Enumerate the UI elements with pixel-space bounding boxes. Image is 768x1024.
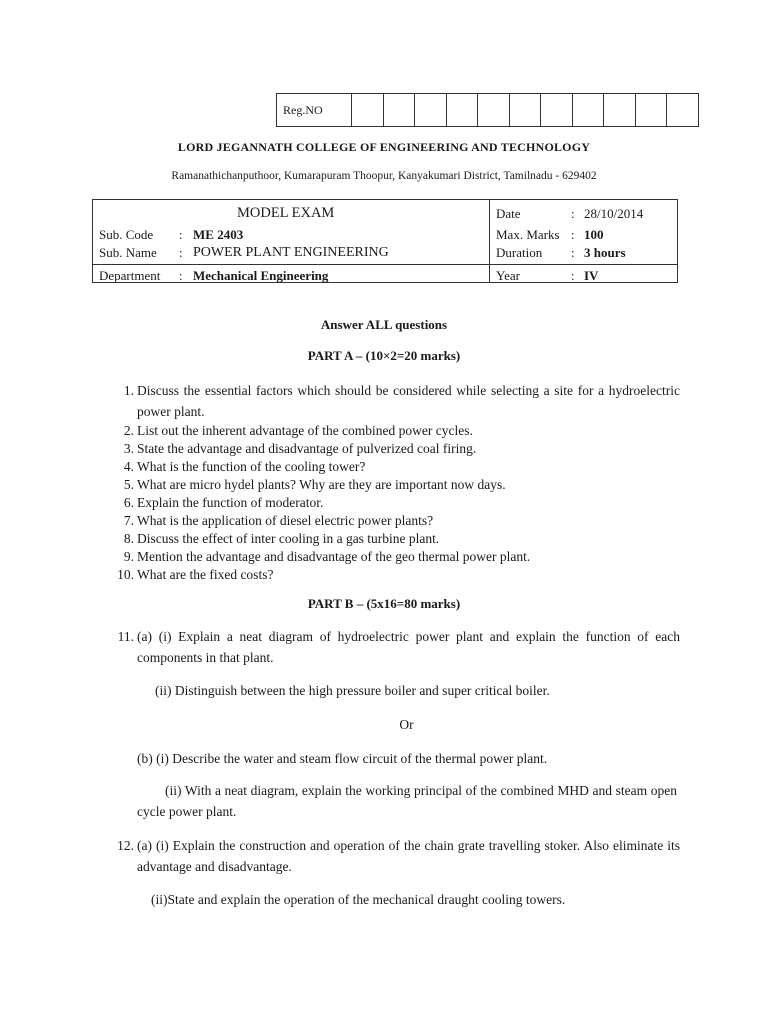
reg-no-cell [415, 94, 447, 126]
sub-code-sep: : [179, 227, 183, 242]
reg-no-cell [636, 94, 668, 126]
question-item: 8. Discuss the effect of inter cooling in a gas turbine plant. [123, 531, 440, 546]
sub-name-sep: : [179, 245, 183, 260]
question-12-a-ii: (ii)State and explain the operation of the mechanical draught cooling towers. [151, 892, 566, 907]
question-item: 7. What is the application of diesel electric power plants? [123, 513, 434, 528]
exam-title: MODEL EXAM [237, 205, 335, 221]
department-label: Department [99, 268, 161, 283]
instructions: Answer ALL questions [320, 317, 448, 332]
sub-name-label: Sub. Name [99, 245, 157, 260]
year-value: IV [584, 268, 599, 283]
reg-no-cell [604, 94, 636, 126]
question-11-a-i: 11. (a) (i) Explain a neat diagram of hydroelectric power plant and explain the function of each components in that plant. [117, 629, 680, 665]
max-marks-value: 100 [584, 227, 604, 242]
sub-code-value: ME 2403 [193, 227, 244, 242]
reg-no-cell [667, 94, 698, 126]
question-11-b-i: (b) (i) Describe the water and steam flow circuit of the thermal power plant. [137, 751, 548, 766]
question-item: 6. Explain the function of moderator. [123, 495, 324, 510]
duration-label: Duration [496, 245, 543, 260]
sub-code-label: Sub. Code [99, 227, 154, 242]
reg-no-cell [352, 94, 384, 126]
reg-no-box [276, 93, 699, 127]
question-11-a-ii: (ii) Distinguish between the high pressure boiler and super critical boiler. [155, 683, 550, 698]
part-a-heading: PART A – (10×2=20 marks) [307, 348, 461, 363]
college-name: LORD JEGANNATH COLLEGE OF ENGINEERING AND TECHNOLOGY [177, 140, 591, 154]
sub-name-value: POWER PLANT ENGINEERING [193, 245, 389, 260]
question-item: 5. What are micro hydel plants? Why are they are important now days. [123, 477, 506, 492]
reg-no-cell [384, 94, 416, 126]
question-item: 9. Mention the advantage and disadvantage of the geo thermal power plant. [123, 549, 531, 564]
date-label: Date [496, 206, 521, 221]
exam-header-table [92, 199, 678, 283]
duration-sep: : [571, 245, 575, 260]
year-label: Year [496, 268, 520, 283]
question-item: 3. State the advantage and disadvantage of pulverized coal firing. [123, 441, 477, 456]
college-address: Ramanathichanputhoor, Kumarapuram Thoopur, Kanyakumari District, Tamilnadu - 629402 [171, 170, 597, 182]
or-separator: Or [399, 717, 414, 732]
reg-no-cell [573, 94, 605, 126]
question-11-b-ii: (ii) With a neat diagram, explain the working principal of the combined MHD and steam open cycle power plant. [137, 783, 677, 819]
reg-no-cell [447, 94, 479, 126]
question-item: 2. List out the inherent advantage of the combined power cycles. [123, 423, 473, 438]
reg-no-cell [541, 94, 573, 126]
department-value: Mechanical Engineering [193, 268, 329, 283]
max-marks-sep: : [571, 227, 575, 242]
department-sep: : [179, 268, 183, 283]
reg-no-cell [510, 94, 542, 126]
year-sep: : [571, 268, 575, 283]
part-b-heading: PART B – (5x16=80 marks) [307, 596, 461, 611]
question-item: 1. Discuss the essential factors which should be considered while selecting a site for a hydroelectric power plant. [123, 383, 680, 419]
part-a-question-list [110, 380, 680, 584]
reg-no-cell [478, 94, 510, 126]
date-value: 28/10/2014 [584, 206, 644, 221]
question-item: 4. What is the function of the cooling tower? [123, 459, 366, 474]
question-12-a-i: 12. (a) (i) Explain the construction and operation of the chain grate travelling stoker. Also eliminate its advantage and disadvantage. [117, 838, 680, 874]
reg-no-label: Reg.NO [277, 94, 352, 126]
max-marks-label: Max. Marks [496, 227, 560, 242]
question-item: 10. What are the fixed costs? [117, 567, 274, 582]
duration-value: 3 hours [584, 245, 626, 260]
date-sep: : [571, 206, 575, 221]
